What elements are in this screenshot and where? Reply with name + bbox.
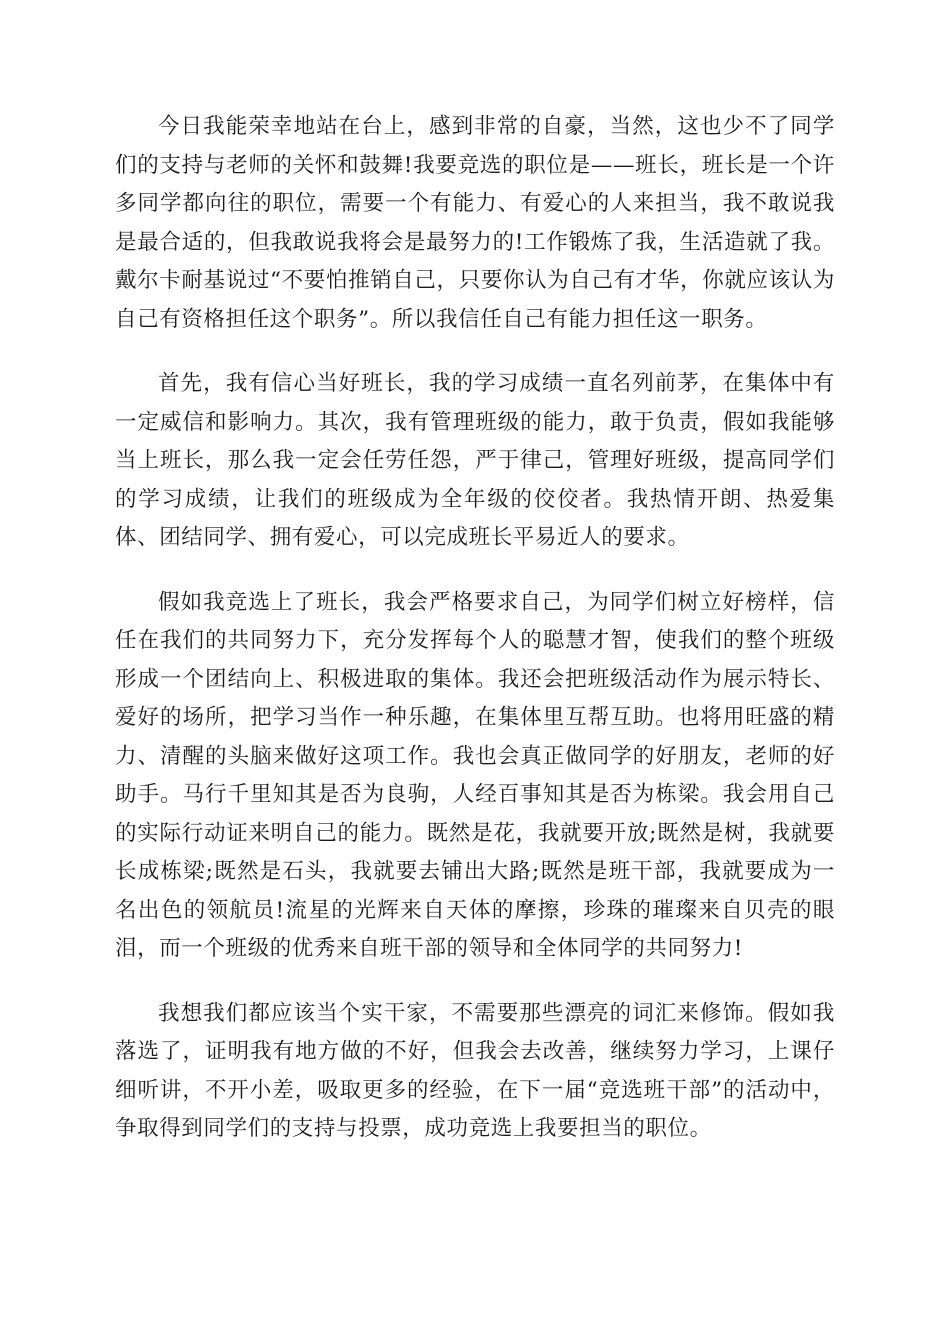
document-body bbox=[115, 108, 835, 1175]
paragraph-4: 我想我们都应该当个实干家，不需要那些漂亮的词汇来修饰。假如我落选了，证明我有地方做的不好，但我会去改善，继续努力学习，上课仔细听讲，不开小差，吸取更多的经验，在下一届“竞选班干部”的活动中，争取得到同学们的支持与投票，成功竞选上我要担当的职位。 bbox=[115, 1000, 835, 1141]
paragraph-3: 假如我竞选上了班长，我会严格要求自己，为同学们树立好榜样，信任在我们的共同努力下，充分发挥每个人的聪慧才智，使我们的整个班级形成一个团结向上、积极进取的集体。我还会把班级活动作为展示特长、爱好的场所，把学习当作一种乐趣，在集体里互帮互助。也将用旺盛的精力、清醒的头脑来做好这项工作。我也会真正做同学的好朋友，老师的好助手。马行千里知其是否为良驹，人经百事知其是否为栋梁。我会用自己的实际行动证来明自己的能力。既然是花，我就要开放;既然是树，我就要长成栋梁;既然是石头，我就要去铺出大路;既然是班干部，我就要成为一名出色的领航员!流星的光辉来自天体的摩擦，珍珠的璀璨来自贝壳的眼泪，而一个班级的优秀来自班干部的领导和全体同学的共同努力! bbox=[115, 589, 835, 961]
paragraph-1: 今日我能荣幸地站在台上，感到非常的自豪，当然，这也少不了同学们的支持与老师的关怀和鼓舞!我要竞选的职位是——班长，班长是一个许多同学都向往的职位，需要一个有能力、有爱心的人来担当，我不敢说我是最合适的，但我敢说我将会是最努力的!工作锻炼了我，生活造就了我。戴尔卡耐基说过“不要怕推销自己，只要你认为自己有才华，你就应该认为自己有资格担任这个职务”。所以我信任自己有能力担任这一职务。 bbox=[115, 114, 835, 332]
paragraph-2: 首先，我有信心当好班长，我的学习成绩一直名列前茅，在集体中有一定威信和影响力。其次，我有管理班级的能力，敢于负责，假如我能够当上班长，那么我一定会任劳任怨，严于律己，管理好班级，提高同学们的学习成绩，让我们的班级成为全年级的佼佼者。我热情开朗、热爱集体、团结同学、拥有爱心，可以完成班长平易近人的要求。 bbox=[115, 371, 835, 550]
